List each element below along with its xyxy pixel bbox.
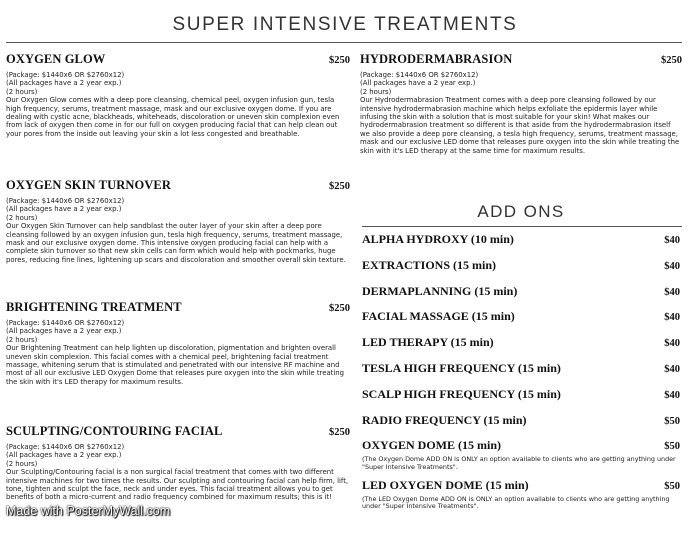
treatment-name: BRIGHTENING TREATMENT [6,300,182,314]
treatment-price: $250 [329,55,350,66]
addon-item [362,232,682,258]
addon-item [362,387,682,413]
addon-price: $40 [664,338,680,350]
treatment-expiry: (All packages have a 2 year exp.) [360,79,476,88]
treatment-name: OXYGEN SKIN TURNOVER [6,178,171,192]
treatment-price: $250 [329,181,350,192]
page-title: SUPER INTENSIVE TREATMENTS [172,14,518,35]
treatment-oxygen-skin-turnover [6,178,350,300]
treatment-duration: (2 hours) [6,87,38,96]
treatment-description: Our Brightening Treatment can help lighten up discoloration, pigmentation and brighten overall uneven skin complexion. This facial comes with a chemical peel, brightening facial treatment massage, whitening serum that is stimulated and penetrated with our intensive RF machine and most of all our exclusive LED Oxygen Dome that releases pure oxygen into the skin while treating the skin with it's LED therapy for maximum results. [6,344,345,386]
treatment-name: OXYGEN GLOW [6,52,106,66]
addon-item [362,258,682,284]
treatment-hydrodermabrasion [360,52,682,155]
addon-price: $40 [664,235,680,246]
addon-name: DERMAPLANNING (15 min) [362,283,518,298]
treatment-package: (Package: $1440x6 OR $2760x12) [6,443,125,451]
addon-price: $50 [664,415,680,427]
treatment-header [6,300,350,315]
treatment-description: Our Oxygen Skin Turnover can help sandblast the outer layer of your skin after a deep pore cleansing followed by an oxygen infusion gun, tesla high frequency, serums, treatment massage, mask and our exclusive oxygen dome. This intensive oxygen producing facial can help with a complete skin turnover so that new skin cells can form which would help with pockmarks, huge pores, reducing fine lines, lightening up scars and discoloration and smoother overall skin texture. [6,222,346,264]
treatment-description: Our Sculpting/Contouring facial is a non surgical facial treatment that comes with two different intensive machines for two times the results. Our sculpting and contouring facial can help firm, lift, tone, tighten and sculpt the face, neck and under eyes. This facial treatment allows you to get benefits of both a micro-current and radio frequency combined for maximum results; this is it! [6,468,349,502]
treatment-duration: (2 hours) [360,87,392,96]
treatment-expiry: (All packages have a 2 year exp.) [6,327,122,336]
treatment-header [6,52,350,67]
addon-name: LED THERAPY (15 min) [362,335,494,350]
addon-note: (The LED Oxygen Dome ADD ON is ONLY an option available to clients who are getting anything under "Super Intensive Treatments". [362,494,670,511]
watermark: Made with PosterMyWall.com [6,504,171,518]
title-divider [6,42,682,43]
addon-item [362,413,682,439]
treatment-description: Our Hydrodermabrasion Treatment comes with a deep pore cleansing followed by our intensive hydrodermabrasion machine which helps exfoliate the epidermis layer while infusing the skin with a solution that is most suitable for your skin! What makes our hydrodermabrasion treatment so different is that aside from the hydrodermabrasion itself we also provide a deep pore cleansing, a tesla high frequency, serums, treatment massage, mask and our exclusive LED dome that releases pure oxygen into the skin while treating the skin with it's LED therapy at the same time for maximum results. [360,96,680,155]
treatment-expiry: (All packages have a 2 year exp.) [6,451,122,460]
addons-title: ADD ONS [477,202,565,221]
treatment-oxygen-glow [6,52,350,178]
treatment-price: $250 [329,427,350,438]
addons-divider [362,226,682,227]
treatment-header [360,52,682,67]
addon-name: OXYGEN DOME (15 min) [362,438,501,453]
treatment-package: (Package: $1440x6 OR $2760x12) [6,197,125,205]
addon-name: LED OXYGEN DOME (15 min) [362,478,529,493]
treatment-brightening [6,300,350,424]
addon-name: TESLA HIGH FREQUENCY (15 min) [362,360,561,375]
addon-price: $40 [664,312,680,324]
addon-item [362,335,682,361]
addon-name: ALPHA HYDROXY (10 min) [362,232,514,246]
addon-item [362,361,682,387]
right-column [360,52,682,155]
addon-item [362,309,682,335]
addon-price: $50 [664,481,680,493]
addon-item [362,284,682,310]
addon-name: RADIO FREQUENCY (15 min) [362,412,527,427]
treatment-duration: (2 hours) [6,335,38,344]
treatment-expiry: (All packages have a 2 year exp.) [6,205,122,214]
treatment-description: Our Oxygen Glow comes with a deep pore cleansing, chemical peel, oxygen infusion gun, tesla high frequency, serums, treatment massage, mask and our exclusive oxygen dome. If you are dealing with cystic acne, blackheads, whiteheads, discoloration or uneven skin complexion even from lack of oxygen then come in for our full on oxygen producing facial that can help clean out your pores from the inside out leaving your skin a lot less congested and breathable. [6,96,340,138]
treatment-price: $250 [329,303,350,314]
addon-name: EXTRACTIONS (15 min) [362,257,497,272]
treatment-price: $250 [661,55,682,66]
addons-list [362,232,682,518]
treatment-package: (Package: $1440x6 OR $2760x12) [6,319,125,327]
left-column [6,52,350,533]
treatment-expiry: (All packages have a 2 year exp.) [6,79,122,88]
addon-price: $40 [664,363,680,375]
treatment-package: (Package: $1440x6 OR $2760x12) [6,71,125,79]
addon-price: $40 [664,389,680,401]
treatment-header [6,424,350,439]
treatment-name: HYDRODERMABRASION [360,52,513,66]
addon-price: $40 [664,260,680,272]
treatment-header [6,178,350,193]
treatment-name: SCULPTING/CONTOURING FACIAL [6,424,223,438]
addon-price: $50 [664,441,680,453]
addon-name: FACIAL MASSAGE (15 min) [362,309,515,324]
treatment-package: (Package: $1440x6 OR $2760x12) [360,71,479,79]
treatment-duration: (2 hours) [6,213,38,222]
treatment-duration: (2 hours) [6,459,38,468]
addon-price: $40 [664,286,680,298]
addon-note: (The Oxygen Dome ADD ON is ONLY an option available to clients who are getting anything under "Super Intensive Treatments". [362,455,676,471]
addon-name: SCALP HIGH FREQUENCY (15 min) [362,386,561,401]
